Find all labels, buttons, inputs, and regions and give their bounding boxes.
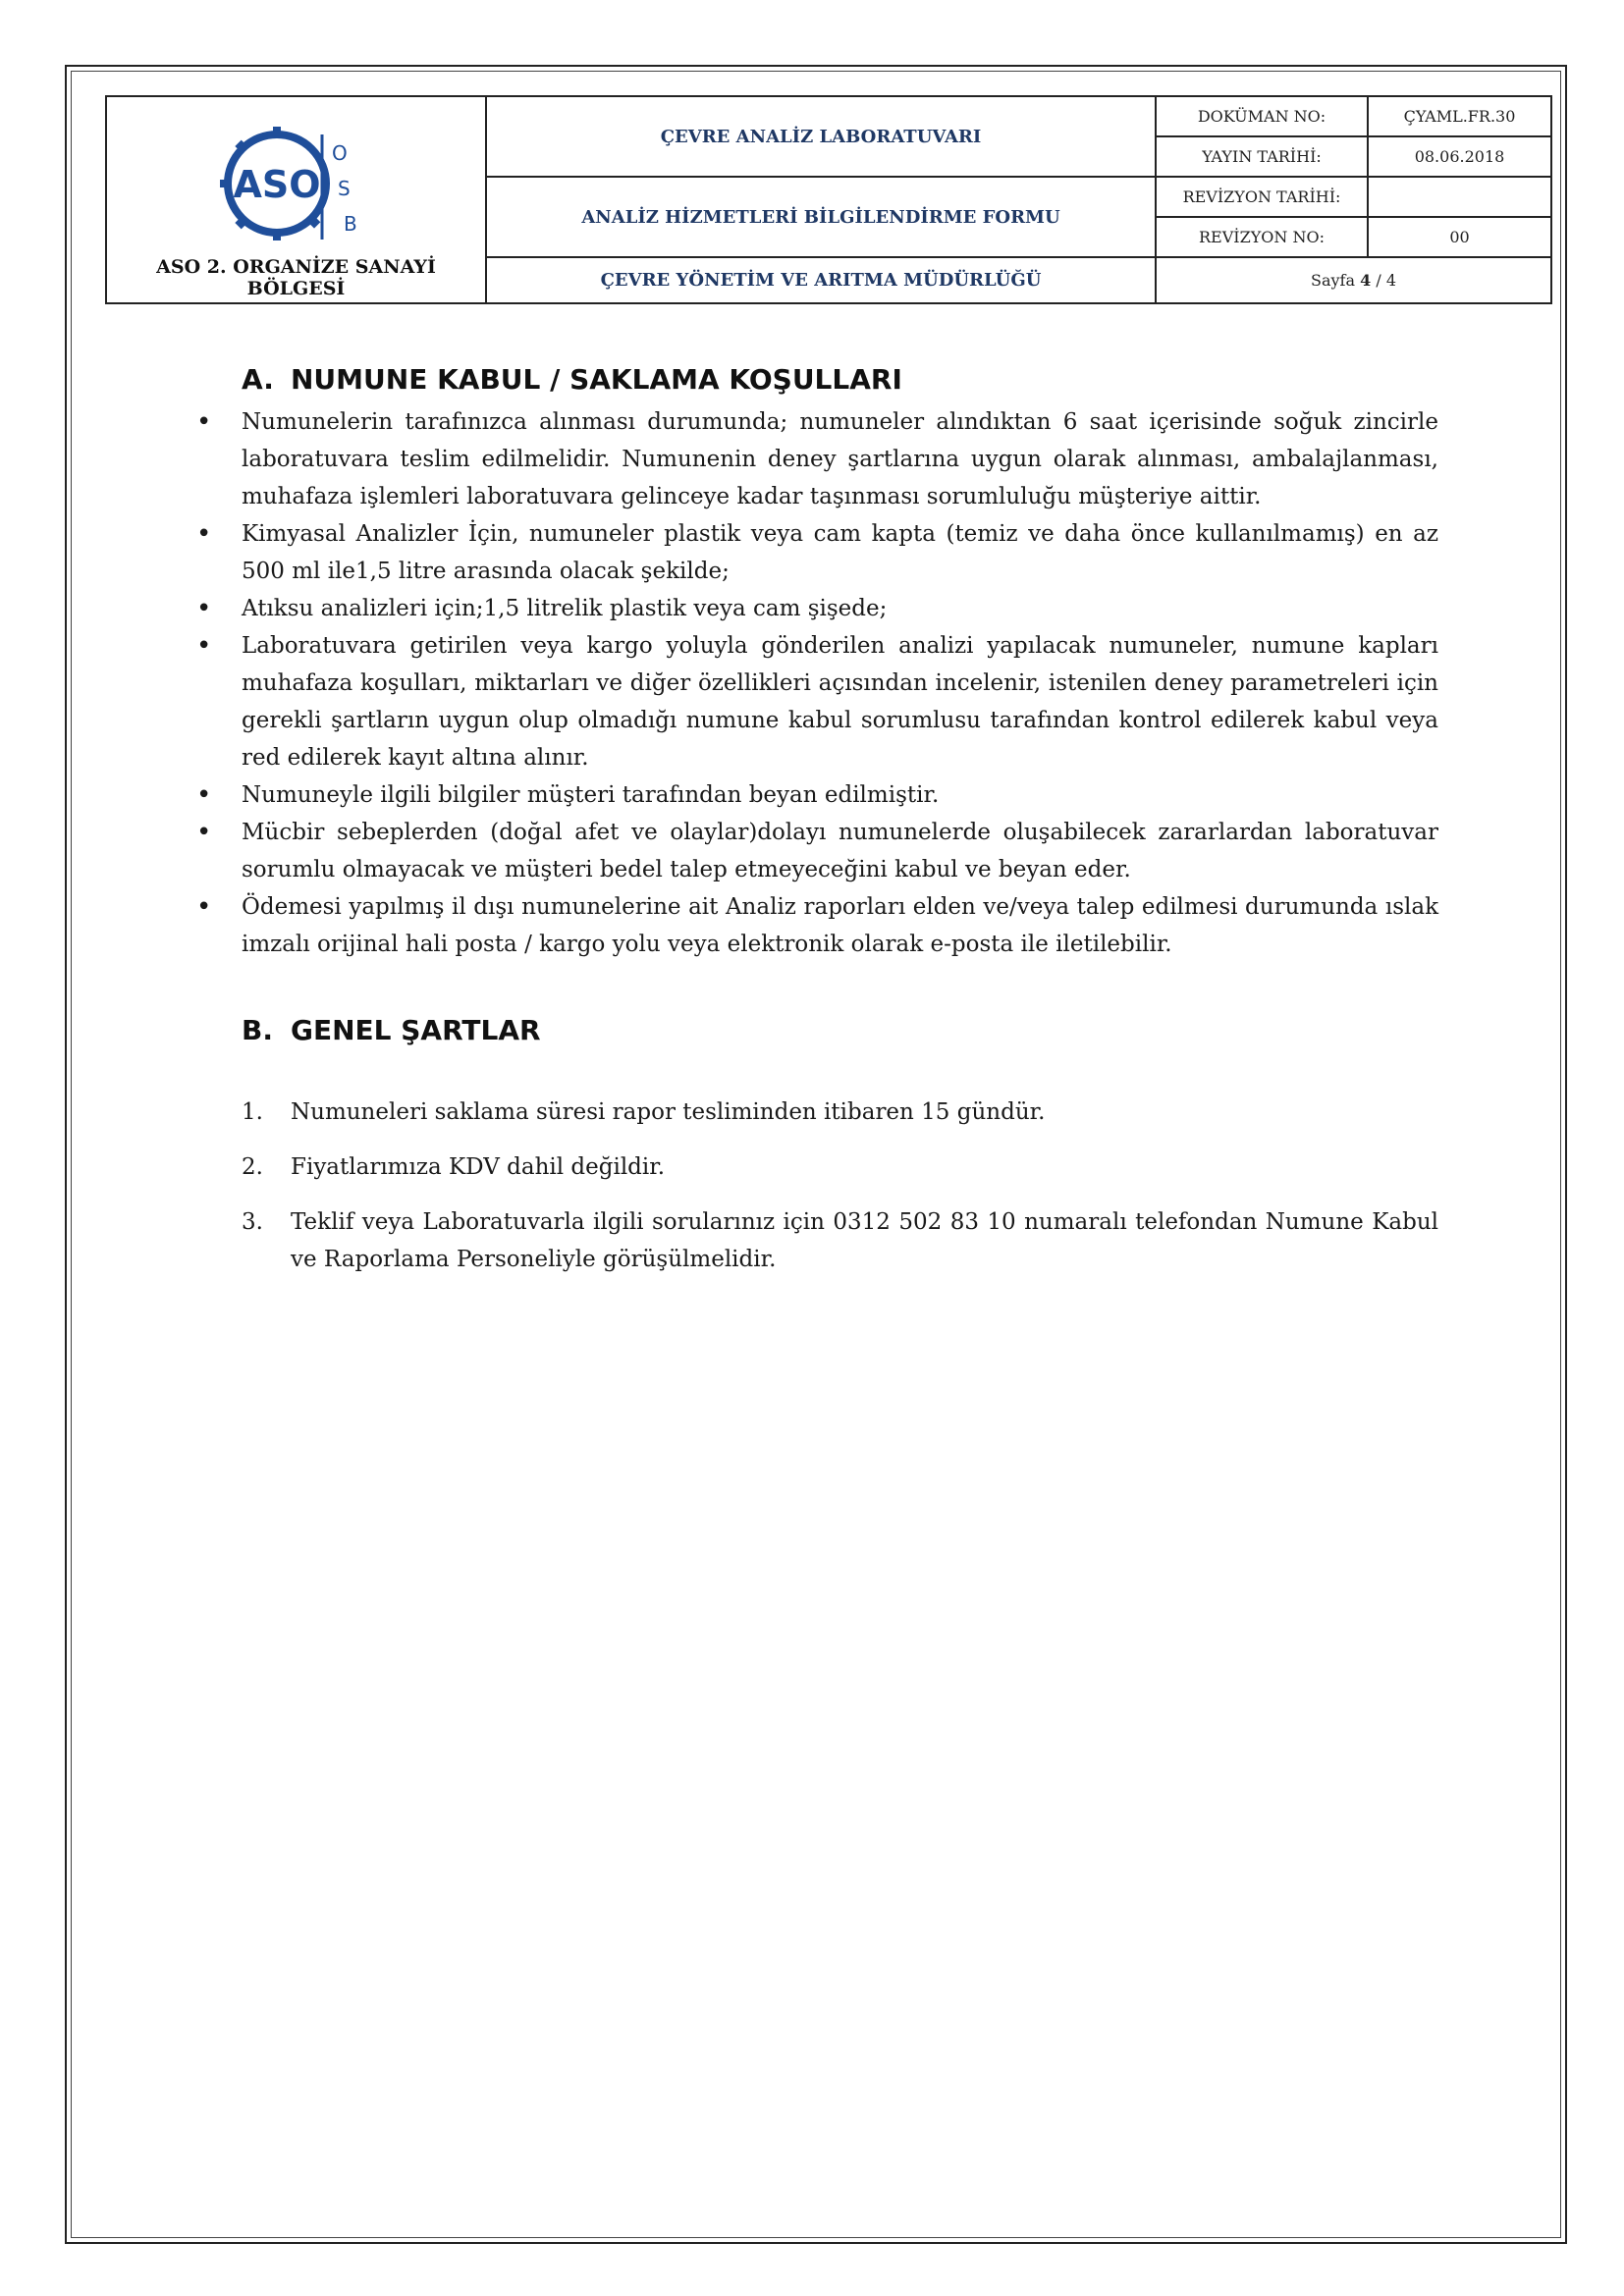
list-item: 3. Teklif veya Laboratuvarla ilgili sorularınız için 0312 502 83 10 numaralı telefondan Numune Kabul ve Raporlama Personeliyle görüşülmelidir. — [242, 1209, 1438, 1272]
svg-text:ASO: ASO — [233, 163, 321, 206]
list-item: • Ödemesi yapılmış il dışı numunelerine ait Analiz raporları elden ve/veya talep edilmesi durumunda ıslak imzalı orijinal hali posta / kargo yolu veya elektronik olarak e-posta ile iletilebilir. — [187, 888, 1438, 963]
header-logo-cell — [107, 97, 487, 302]
list-item: • Kimyasal Analizler İçin, numuneler plastik veya cam kapta (temiz ve daha önce kullanılmamış) en az 500 ml ile1,5 litre arasında olacak şekilde; — [187, 515, 1438, 590]
lab-title: ÇEVRE ANALİZ LABORATUVARI — [487, 97, 1155, 178]
section-a-list — [187, 403, 1438, 963]
meta-label: REVİZYON NO: — [1157, 218, 1369, 256]
section-b-heading — [242, 1014, 1438, 1046]
meta-label: DOKÜMAN NO: — [1157, 97, 1369, 135]
list-item: • Laboratuvara getirilen veya kargo yoluyla gönderilen analizi yapılacak numuneler, numune kapları muhafaza koşulları, miktarları ve diğer özellikleri açısından incelenir, istenilen deney parametreleri için gerekli şartların uygun olup olmadığı numune kabul sorumlusu tarafından kontrol edilerek kabul veya red edilerek kayıt altına alınır. — [187, 627, 1438, 776]
page-indicator — [1157, 258, 1550, 302]
list-item: • Numuneyle ilgili bilgiler müşteri tarafından beyan edilmiştir. — [187, 776, 1438, 814]
page-current: 4 — [1360, 271, 1372, 290]
list-item: • Numunelerin tarafınızca alınması durumunda; numuneler alındıktan 6 saat içerisinde soğuk zincirle laboratuvara teslim edilmelidir. Numunenin deney şartlarına uygun olarak alınması, ambalajlanması, muhafaza işlemleri laboratuvara gelinceye kadar taşınması sorumluluğu müşteriye aittir. — [187, 403, 1438, 515]
list-item: 1. Numuneleri saklama süresi rapor tesliminden itibaren 15 gündür. — [242, 1099, 1046, 1125]
svg-text:O: O — [332, 141, 348, 165]
meta-label: YAYIN TARİHİ: — [1157, 137, 1369, 176]
document-body — [187, 363, 1438, 1296]
section-b-list — [187, 1094, 1438, 1278]
aso-osb-logo — [220, 117, 367, 244]
meta-row-revision-no — [1157, 218, 1550, 258]
form-title: ANALİZ HİZMETLERİ BİLGİLENDİRME FORMU — [487, 178, 1155, 258]
meta-label: REVİZYON TARİHİ: — [1157, 178, 1369, 216]
page-separator: / — [1376, 271, 1381, 290]
header-title-cell — [487, 97, 1157, 302]
page-label: Sayfa — [1311, 271, 1355, 290]
meta-value: ÇYAML.FR.30 — [1403, 107, 1516, 126]
header-meta-cell — [1157, 97, 1550, 302]
meta-row-document-no — [1157, 97, 1550, 137]
section-letter: B. — [242, 1014, 273, 1046]
svg-text:B: B — [344, 212, 357, 236]
section-letter: A. — [242, 363, 274, 396]
page-total: 4 — [1385, 271, 1396, 290]
list-item: 2. Fiyatlarımıza KDV dahil değildir. — [242, 1154, 666, 1180]
meta-row-revision-date — [1157, 178, 1550, 218]
organization-name: ASO 2. ORGANİZE SANAYİ BÖLGESİ — [156, 256, 436, 299]
document-header — [105, 95, 1552, 304]
section-title: NUMUNE KABUL / SAKLAMA KOŞULLARI — [291, 363, 902, 396]
meta-value — [1369, 178, 1550, 216]
list-item: • Atıksu analizleri için;1,5 litrelik plastik veya cam şişede; — [187, 590, 1438, 627]
svg-text:S: S — [338, 177, 351, 200]
section-a-heading — [242, 363, 1438, 396]
department-name: ÇEVRE YÖNETİM VE ARITMA MÜDÜRLÜĞÜ — [600, 270, 1042, 291]
meta-row-publish-date — [1157, 137, 1550, 178]
meta-value: 00 — [1449, 228, 1470, 246]
section-title: GENEL ŞARTLAR — [291, 1014, 541, 1046]
list-item: • Mücbir sebeplerden (doğal afet ve olaylar)dolayı numunelerde oluşabilecek zararlardan laboratuvar sorumlu olmayacak ve müşteri bedel talep etmeyeceğini kabul ve beyan eder. — [187, 814, 1438, 888]
meta-value: 08.06.2018 — [1414, 147, 1505, 166]
